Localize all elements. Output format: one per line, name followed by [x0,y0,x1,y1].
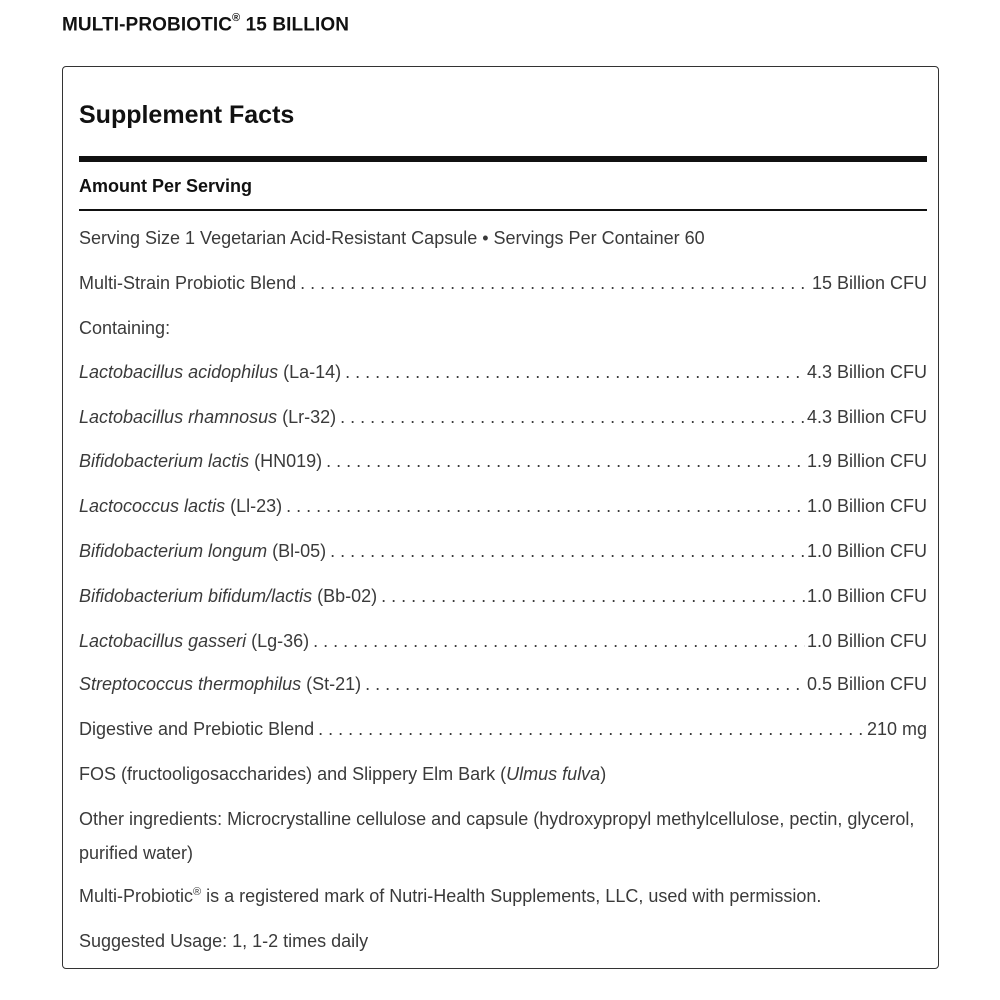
dot-leader [326,449,805,473]
dot-leader [330,539,805,563]
strain-code: (Lg-36) [246,631,310,651]
strain-code: (Ll-23) [225,496,283,516]
strain-amount: 1.0 Billion CFU [806,586,927,606]
strain-species: Streptococcus thermophilus [79,674,302,694]
fos-text: FOS (fructooligosaccharides) and Slippery Elm Bark ( [79,764,507,784]
digestive-blend-name: Digestive and Prebiotic Blend [79,719,315,739]
digestive-blend-row [79,717,927,741]
strain-amount: 4.3 Billion CFU [806,362,927,382]
strain-row [79,539,927,563]
trademark-mark: ® [193,886,202,898]
strain-species: Lactobacillus acidophilus [79,362,279,382]
strain-amount: 1.0 Billion CFU [806,541,927,561]
strain-amount: 1.0 Billion CFU [806,496,927,516]
strain-code: (St-21) [301,674,362,694]
strain-amount: 1.0 Billion CFU [806,631,927,651]
amount-per-serving-heading: Amount Per Serving [79,176,253,196]
strain-code: (La-14) [278,362,342,382]
product-title [62,14,349,36]
trademark-text: is a registered mark of Nutri-Health Supplements, LLC, used with permission. [201,886,822,906]
suggested-usage: Suggested Usage: 1, 1-2 times daily [79,931,369,951]
strain-species: Lactobacillus gasseri [79,631,247,651]
dot-leader [340,405,805,429]
containing-label: Containing: [79,318,171,338]
thick-divider [79,156,927,162]
strain-species: Lactococcus lactis [79,496,226,516]
strain-species: Bifidobacterium longum [79,541,268,561]
strain-amount: 4.3 Billion CFU [806,407,927,427]
strain-code: (Bl-05) [267,541,327,561]
strain-code: (HN019) [249,451,323,471]
probiotic-blend-row [79,271,927,295]
strain-row [79,360,927,384]
strain-row [79,672,927,696]
registered-mark: ® [232,12,241,24]
strain-row [79,584,927,608]
probiotic-blend-amount: 15 Billion CFU [811,273,927,293]
strain-species: Bifidobacterium bifidum/lactis [79,586,313,606]
strain-row [79,629,927,653]
dot-leader [345,360,805,384]
dot-leader [318,717,865,741]
serving-info: Serving Size 1 Vegetarian Acid-Resistant Capsule • Servings Per Container 60 [79,228,705,248]
trademark-notice [79,884,927,911]
strain-row [79,405,927,429]
strain-row [79,449,927,473]
digestive-blend-amount: 210 mg [866,719,927,739]
strain-code: (Lr-32) [277,407,337,427]
strain-species: Lactobacillus rhamnosus [79,407,278,427]
thin-divider [79,209,927,211]
product-strength: 15 BILLION [240,14,350,36]
supplement-facts-heading: Supplement Facts [79,101,295,129]
fos-line [79,762,927,786]
fos-close: ) [600,764,607,784]
dot-leader [381,584,805,608]
strain-code: (Bb-02) [312,586,378,606]
fos-latin-name: Ulmus fulva [506,764,601,784]
dot-leader [313,629,805,653]
dot-leader [286,494,805,518]
strain-species: Bifidobacterium lactis [79,451,250,471]
supplement-facts-panel [62,66,939,969]
product-name: MULTI-PROBIOTIC [62,14,233,36]
trademark-name: Multi-Probiotic [79,886,194,906]
strain-row [79,494,927,518]
other-ingredients: Other ingredients: Microcrystalline cellulose and capsule (hydroxypropyl methylcellulose, pectin, glycerol, purified water) [79,809,915,863]
probiotic-blend-name: Multi-Strain Probiotic Blend [79,273,297,293]
dot-leader [365,672,805,696]
dot-leader [300,271,810,295]
strain-amount: 1.9 Billion CFU [806,451,927,471]
strain-amount: 0.5 Billion CFU [806,674,927,694]
